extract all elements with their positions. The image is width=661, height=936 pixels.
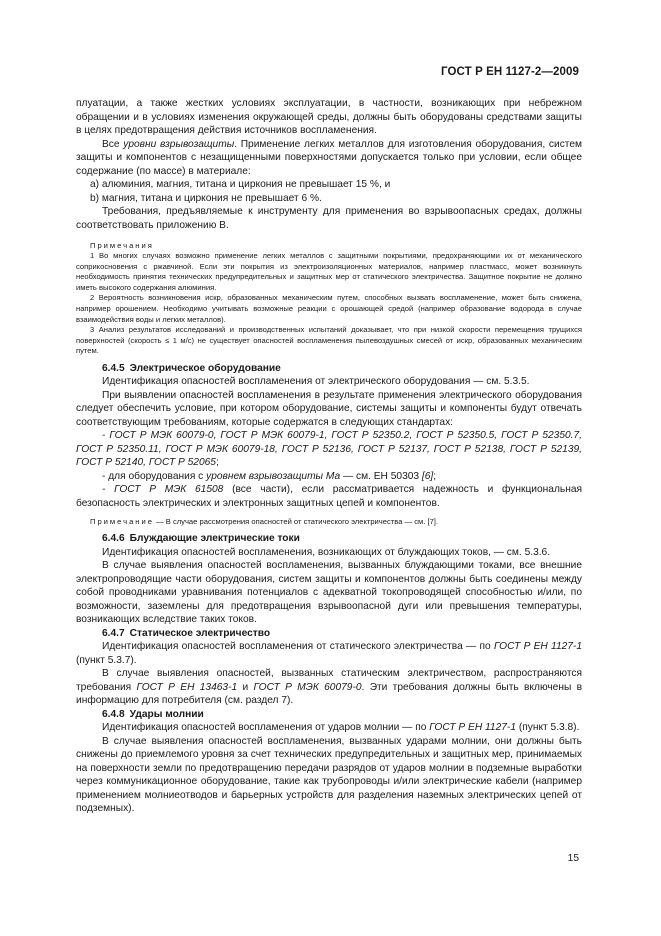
paragraph-light-metals: Все уровни взрывозащиты. Применение легких металлов для изготовления оборудования, систем защиты и компонентов с незащищенными поверхностями допускается только при условии, если общее содержание (по массе) в материале: (76, 138, 583, 177)
list-item-b: b) магния, титана и циркония не превышает 6 %. (90, 192, 322, 204)
section-6-4-5-standards-list: - ГОСТ Р МЭК 60079-0, ГОСТ Р МЭК 60079-1, ГОСТ Р 52350.2, ГОСТ Р 52350.5, ГОСТ Р 52350.7, ГОСТ Р 52350.11, ГОСТ Р МЭК 60079-18, ГОСТ Р 52136, ГОСТ Р 52137, ГОСТ Р 52138, ГОСТ Р 52139, ГОСТ Р 52140, ГОСТ Р 52065; (76, 430, 582, 469)
section-6-4-7-paragraph-1: Идентификация опасностей воспламенения от статического электричества — по ГОСТ Р ЕН 1127-1 (пункт 5.3.7). (76, 641, 582, 666)
paragraph-continuation: плуатации, а также жестких условиях эксплуатации, в частности, возникающих при небрежном обращении и в условиях изменения окружающей среды, должны быть оборудованы средствами защиты в целях предотвращения действия источников воспламенения. (76, 98, 582, 136)
section-6-4-8-paragraph-2: В случае выявления опасностей воспламенения, вызванных ударами молнии, они должны быть снижены до приемлемого уровня за счет технических предупредительных и защитных мер, принимаемых на поверхности земли по предотвращению передачи разрядов от ударов молнии в подземные выработки через коммуникационное оборудование, такие как трубопроводы и/или электрические кабели (например применением молниеотводов и барьерных устройств для разделения наземных электрических цепей от подземных). (76, 735, 582, 815)
section-6-4-8-paragraph-1: Идентификация опасностей воспламенения от ударов молнии — по ГОСТ Р ЕН 1127-1 (пункт 5.3.8). (102, 722, 580, 734)
page-number: 15 (567, 853, 579, 864)
section-6-4-5-heading: 6.4.5 Электрическое оборудование (102, 362, 281, 374)
section-6-4-6-paragraph-2: В случае выявления опасностей воспламенения, вызванных блуждающими токами, все внешние электропроводящие части оборудования, систем защиты и компонентов должны быть соединены между собой проводниками уравнивания потенциалов с адекватной токопроводящей способностью и/или, по возможности, заземлены для предотвращения взрывоопасной дуги или превышения температуры, возникающих вследствие таких токов. (76, 560, 582, 626)
section-6-4-5-paragraph-2: При выявлении опасностей воспламенения в результате применения электрического оборудования следует обеспечить условие, при котором оборудование, системы защиты и компоненты будут отвечать соответствующим требованиям, которые содержатся в следующих стандартах: (76, 389, 582, 428)
note-1: 1 Во многих случаях возможно применение легких металлов с защитными покрытиями, предохраняющими их от механического соприкосновения с ржавчиной. Если эти покрытия из электроизоляционных материалов, например пластмасс, может возникнуть необходимость принятия технических предупредительных и защитных мер от статического электричества. Защитное покрытие не должно иметь высокого содержания алюминия. (76, 251, 582, 292)
notes-heading: Примечания (90, 241, 154, 250)
section-6-4-6-heading: 6.4.6 Блуждающие электрические токи (102, 533, 300, 545)
section-6-4-5-note: Примечание — В случае рассмотрения опасностей от статического электричества — см. [7]. (90, 517, 439, 527)
paragraph-tools-requirements: Требования, предъявляемые к инструменту для применения во взрывоопасных средах, должны соответствовать приложению В. (76, 206, 582, 231)
section-6-4-5-list-item-61508: - ГОСТ Р МЭК 61508 (все части), если рассматривается надежность и функциональная безопасность электрических и электронных защитных цепей и компонентов. (76, 484, 583, 509)
section-6-4-5-list-item-ma: - для оборудования с уровнем взрывозащиты Ма — см. ЕН 50303 [6]; (102, 470, 437, 482)
section-6-4-7-paragraph-2: В случае выявления опасностей, вызванных статическим электричеством, распространяются требования ГОСТ Р ЕН 13463-1 и ГОСТ Р МЭК 60079-0. Эти требования должны быть включены в информацию для потребителя (см. раздел 7). (76, 668, 583, 707)
section-6-4-8-heading: 6.4.8 Удары молнии (102, 708, 204, 720)
section-6-4-5-paragraph-1: Идентификация опасностей воспламенения от электрического оборудования — см. 5.3.5. (102, 376, 530, 388)
note-3: 3 Анализ результатов исследований и производственных испытаний доказывает, что при низкой скорости перемещения трущихся поверхностей (скорость ≤ 1 м/с) не существует опасностей воспламенения пылевоздушных смесей от искр, образованных механическим путем. (76, 325, 582, 356)
term-explosion-protection-levels: уровни взрывозащиты (123, 138, 235, 150)
note-2: 2 Вероятность возникновения искр, образованных механическим путем, способных вызвать воспламенение, может быть снижена, например орошением. Необходимо учитывать возможные реакции с орошающей средой (например образование водорода в случае взаимодействия воды и легких металлов). (76, 293, 582, 324)
section-6-4-6-paragraph-1: Идентификация опасностей воспламенения, возникающих от блуждающих токов, — см. 5.3.6. (102, 546, 551, 558)
section-6-4-7-heading: 6.4.7 Статическое электричество (102, 627, 271, 639)
page-content (76, 97, 582, 816)
document-id-header: ГОСТ Р ЕН 1127-2—2009 (441, 66, 579, 78)
list-item-a: a) алюминия, магния, титана и циркония не превышает 15 %, и (90, 179, 391, 190)
